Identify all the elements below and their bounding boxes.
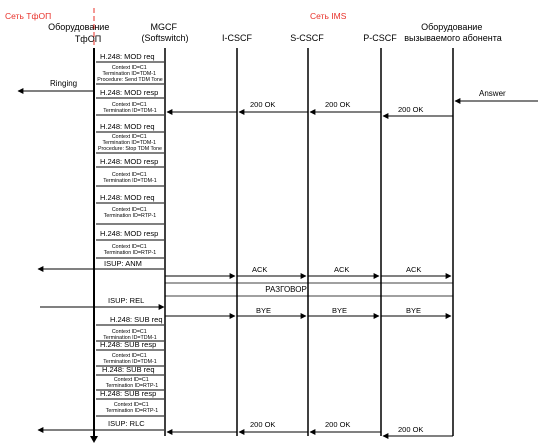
message-final-200-ok-icscf [167, 420, 275, 432]
message-200-ok-icscf [239, 100, 308, 112]
svg-text:H.248: MOD resp: H.248: MOD resp [100, 229, 159, 238]
svg-text:BYE: BYE [256, 306, 272, 315]
message-context-tdm1-send-tone [96, 65, 164, 84]
svg-text:H.248: SUB req: H.248: SUB req [102, 365, 155, 374]
header-mgcf: MGCF (Softswitch) [141, 22, 189, 43]
message-bye-pcscf [308, 306, 421, 316]
svg-text:Context ID=C1 Terminatio: Context ID=C1 Termination ID=RTP-1 [105, 377, 159, 389]
message-ack-icscf [165, 265, 267, 276]
message-context-tdm1-stop-tone [96, 134, 164, 153]
header-scscf: S-CSCF [290, 33, 324, 43]
svg-text:Context ID=C1 Terminatio: Context ID=C1 Termination ID=TDM-1 [103, 172, 157, 184]
svg-text:H.248: SUB resp: H.248: SUB resp [100, 389, 157, 398]
svg-text:Context ID=C1 Terminatio: Context ID=C1 Termination ID=TDM-1 [103, 329, 157, 341]
message-ack-pcscf [308, 265, 421, 276]
svg-text:H.248: SUB req: H.248: SUB req [110, 315, 163, 324]
message-h248-mod-req-2 [96, 122, 164, 132]
svg-text:Context ID=C1 Terminatio: Context ID=C1 Termination ID=TDM-1 Procedure: Send TDM Tone [97, 65, 163, 83]
message-context-tdm1-a [96, 102, 164, 115]
svg-text:ISUP: REL: ISUP: REL [108, 296, 145, 305]
pstn-network-label: Сеть ТфОП [5, 11, 52, 21]
svg-text:ACK: ACK [406, 265, 422, 274]
message-answer [455, 89, 538, 101]
svg-text:Context ID=C1 Terminatio: Context ID=C1 Termination ID=TDM-1 Procedure: Stop TDM Tone [98, 134, 162, 152]
message-h248-mod-req-1 [96, 52, 164, 62]
svg-text:200 OK: 200 OK [250, 100, 276, 109]
svg-text:Context ID=C1 Terminatio: Context ID=C1 Termination ID=TDM-1 [103, 102, 157, 114]
svg-text:H.248: MOD req: H.248: MOD req [100, 52, 155, 61]
svg-text:200 OK: 200 OK [325, 420, 351, 429]
header-pcscf: P-CSCF [363, 33, 397, 43]
message-bye-icscf [165, 306, 271, 316]
message-context-rtp1-d [96, 402, 164, 416]
message-context-rtp1-b [96, 244, 164, 258]
header-pstn-equipment: Оборудование ТфОП [48, 22, 110, 44]
message-context-rtp1-a [96, 207, 164, 224]
svg-text:Context ID=C1 Terminatio: Context ID=C1 Termination ID=RTP-1 [105, 402, 159, 414]
message-h248-mod-resp-2 [96, 157, 164, 167]
svg-text:ISUP: RLC: ISUP: RLC [108, 419, 145, 428]
message-bye-scscf [237, 306, 347, 316]
message-h248-mod-req-3 [96, 193, 164, 203]
svg-text:200 OK: 200 OK [325, 100, 351, 109]
svg-text:Context ID=C1 Terminatio: Context ID=C1 Termination ID=TDM-1 [103, 353, 157, 365]
message-isup-rel [40, 296, 164, 307]
header-called-equipment: Оборудование вызываемого абонента [404, 22, 502, 43]
svg-text:200 OK: 200 OK [250, 420, 276, 429]
svg-text:Ringing: Ringing [50, 79, 78, 88]
svg-text:BYE: BYE [332, 306, 348, 315]
svg-text:H.248: MOD req: H.248: MOD req [100, 193, 155, 202]
message-h248-mod-resp-3 [96, 229, 164, 240]
svg-text:ISUP: ANM: ISUP: ANM [104, 259, 142, 268]
ims-network-label: Сеть IMS [310, 11, 347, 21]
message-ringing [18, 79, 94, 91]
message-h248-sub-resp-1 [96, 340, 164, 350]
message-200-ok-pcscf [383, 105, 453, 116]
svg-text:H.248: MOD resp: H.248: MOD resp [100, 88, 159, 97]
message-h248-mod-resp-1 [96, 88, 164, 98]
header-icscf: I-CSCF [222, 33, 252, 43]
svg-text:H.248: MOD req: H.248: MOD req [100, 122, 155, 131]
message-h248-sub-req-2 [96, 365, 164, 375]
svg-text:200 OK: 200 OK [398, 105, 424, 114]
message-isup-anm [38, 259, 164, 269]
conversation-label: РАЗГОВОР [265, 285, 307, 294]
svg-text:BYE: BYE [406, 306, 422, 315]
svg-text:Context ID=C1 Terminatio: Context ID=C1 Termination ID=RTP-1 [103, 244, 157, 256]
svg-text:H.248: MOD resp: H.248: MOD resp [100, 157, 159, 166]
pstn-lifeline-end-arrow [90, 436, 98, 443]
svg-text:ACK: ACK [334, 265, 350, 274]
svg-text:Answer: Answer [479, 89, 506, 98]
message-h248-sub-req-1 [96, 315, 164, 325]
svg-text:Context ID=C1 Terminatio: Context ID=C1 Termination ID=RTP-1 [103, 207, 157, 219]
message-isup-rlc [38, 419, 164, 430]
message-200-ok-scscf [310, 100, 381, 112]
svg-text:200 OK: 200 OK [398, 425, 424, 434]
message-h248-sub-resp-2 [96, 389, 164, 399]
message-context-tdm1-b [96, 172, 164, 186]
svg-text:H.248: SUB resp: H.248: SUB resp [100, 340, 157, 349]
svg-text:ACK: ACK [252, 265, 268, 274]
